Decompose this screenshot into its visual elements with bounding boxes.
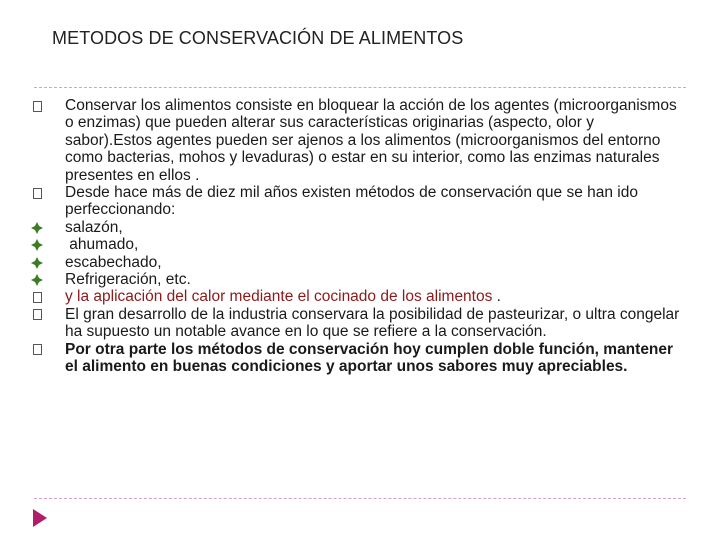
box-icon bbox=[30, 290, 44, 304]
item-text: escabechado, bbox=[65, 253, 162, 271]
diamond-icon bbox=[30, 256, 44, 270]
list-item bbox=[30, 236, 680, 253]
top-divider bbox=[34, 87, 686, 88]
item-text: El gran desarrollo de la industria conservara la posibilidad de pasteurizar, o ultra congelar ha supuesto un notable avance en lo que se refiere a la conservación. bbox=[65, 305, 680, 341]
list-item bbox=[30, 341, 680, 376]
list-item bbox=[30, 271, 680, 288]
item-text-tail: . bbox=[492, 288, 501, 306]
item-text: ahumado, bbox=[65, 236, 139, 254]
diamond-icon bbox=[30, 273, 44, 287]
diamond-icon bbox=[30, 238, 44, 252]
item-text: Desde hace más de diez mil años existen métodos de conservación que se han ido perfeccionando: bbox=[65, 184, 638, 219]
box-icon bbox=[30, 308, 44, 322]
slide-title: METODOS DE CONSERVACIÓN DE ALIMENTOS bbox=[52, 28, 464, 48]
list-item bbox=[30, 306, 680, 341]
list-item bbox=[30, 184, 680, 219]
item-text: y la aplicación del calor mediante el cocinado de los alimentos bbox=[65, 288, 493, 306]
item-text: Conservar los alimentos consiste en bloquear la acción de los agentes (microorganismos o enzimas) que pueden alterar sus características originarias (aspecto, olor y sabor).Estos agentes pueden ser ajenos a los alimentos (microorganismos del entorno como bacterias, mohos y levaduras) o estar en su interior, como las enzimas naturales presentes en ellos . bbox=[65, 97, 677, 184]
box-icon bbox=[30, 99, 44, 113]
list-item bbox=[30, 219, 680, 236]
box-icon bbox=[30, 186, 44, 200]
item-text: Refrigeración, etc. bbox=[65, 271, 191, 289]
list-item bbox=[30, 97, 680, 184]
list-item bbox=[30, 288, 680, 305]
box-icon bbox=[30, 343, 44, 357]
diamond-icon bbox=[30, 221, 44, 235]
item-text: Por otra parte los métodos de conservación hoy cumplen doble función, mantener el alimento en buenas condiciones y aportar unos sabores muy apreciables. bbox=[65, 340, 674, 376]
bullet-list bbox=[30, 97, 680, 376]
bottom-divider bbox=[34, 498, 686, 499]
list-item bbox=[30, 254, 680, 271]
play-icon[interactable] bbox=[32, 508, 48, 533]
item-text: salazón, bbox=[65, 218, 123, 236]
